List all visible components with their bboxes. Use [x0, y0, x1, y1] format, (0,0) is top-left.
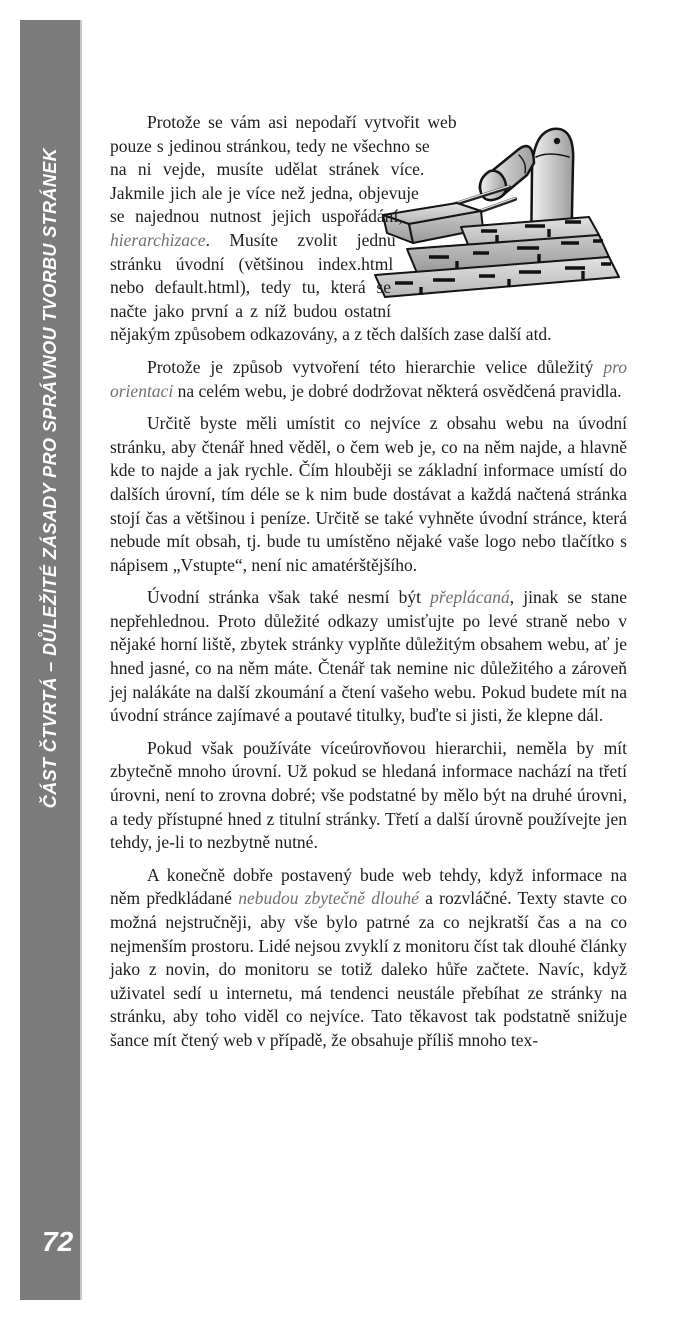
paragraph-6	[110, 864, 627, 1053]
text-run: . Musíte zvolit jednu stránku úvodní (většinou index.html nebo default.html), tedy tu, která se načte jako první a z níž budou ostatní nějakým způsobem odkazovány, a z těch dalších zase další atd.	[110, 229, 552, 345]
text-run: na celém webu, je dobré dodržovat některá osvědčená pravidla.	[173, 380, 622, 401]
body-text	[110, 111, 627, 1053]
chapter-title-wrap	[20, 148, 80, 809]
text-run: Úvodní stránka však také nesmí být	[147, 587, 431, 608]
text-run: Pokud však používáte víceúrovňovou hierarchii, neměla by mít zbytečně mnoho úrovní. Už pokud se hledaná informace nachází na třetí úrovni, není to zrovna dobré; vše podstatné by mělo být na druhé úrovni, a tedy přístupné hned z titulní stránky. Třetí a další úrovně používejte jen tehdy, je-li to nezbytně nutné.	[110, 737, 627, 853]
page-number: 72	[42, 1226, 74, 1257]
text-run: a rozvláčné. Texty stavte co možná nejstručněji, aby vše bylo patrné za co nejkratší čas a na co nejmenším prostoru. Lidé nejsou zvyklí z monitoru číst tak dlouhé články jako z novin, do monitoru se totiž daleko hůře začtete. Navíc, když uživatel sedí u internetu, má tendenci neustále přebíhat ze stránky na stránku, aby toho viděl co nejvíce. Tato těkavost tak podstatně snižuje šance mít čtený web v případě, že obsahuje příliš mnoho tex-	[110, 888, 627, 1050]
text-run: Protože je způsob vytvoření této hierarchie velice důležitý	[147, 356, 604, 377]
text-run: , jinak se stane nepřehlednou. Proto důležité odkazy umisťujte po levé straně nebo v nějaké horní liště, zbytek stránky vyplňte důležitým obsahem webu, ať je hned jasné, co na něm máte. Čtenář tak nemine nic důležitého a zároveň jej nalákáte na další zkoumání a čtení vašeho webu. Pokud budete mít na úvodní stránce zajímavé a poutavé titulky, buďte si jisti, že klepne dál.	[110, 587, 627, 726]
paragraph-5	[110, 737, 627, 855]
paragraph-2	[110, 356, 627, 403]
emphasis-text: nebudou zbytečně dlouhé	[238, 888, 419, 909]
paragraph-4	[110, 586, 627, 728]
text-run: Protože se vám asi nepodaří vytvořit web pouze s jedinou stránkou, tedy ne všechno se na ni vejde, musíte udělat stránek více. Jakmile jich ale je více než jedna, objevuje se najednou nutnost jejich uspořádání,	[110, 112, 457, 227]
chapter-sidebar	[20, 20, 82, 1300]
paragraph-3	[110, 412, 627, 577]
emphasis-text: pro orientaci	[110, 356, 627, 401]
text-run: A konečně dobře postavený bude web tehdy, když informace na něm předkládané	[110, 864, 627, 909]
emphasis-text: přeplácaná	[430, 587, 510, 608]
paragraph-1	[110, 111, 627, 347]
chapter-title: ČÁST ČTVRTÁ – DŮLEŽITÉ ZÁSADY PRO SPRÁVNOU TVORBU STRÁNEK	[39, 148, 60, 809]
emphasis-text: hierarchizace	[110, 229, 206, 250]
text-run: Určitě byste měli umístit co nejvíce z obsahu webu na úvodní stránku, aby čtenář hned věděl, o čem web je, co na něm najde, a hlavně kde to najde a jak rychle. Čím hlouběji se základní informace umístí do dalších úrovní, tím déle se k nim bude dostávat a každá načtená stránka stojí čas a většinou i peníze. Určitě se také vyhněte úvodní stránce, která nebude mít obsah, tj. bude tu umístěno nějaké vaše logo nebo tlačítko s nápisem „Vstupte“, není nic amatérštějšího.	[110, 413, 627, 575]
